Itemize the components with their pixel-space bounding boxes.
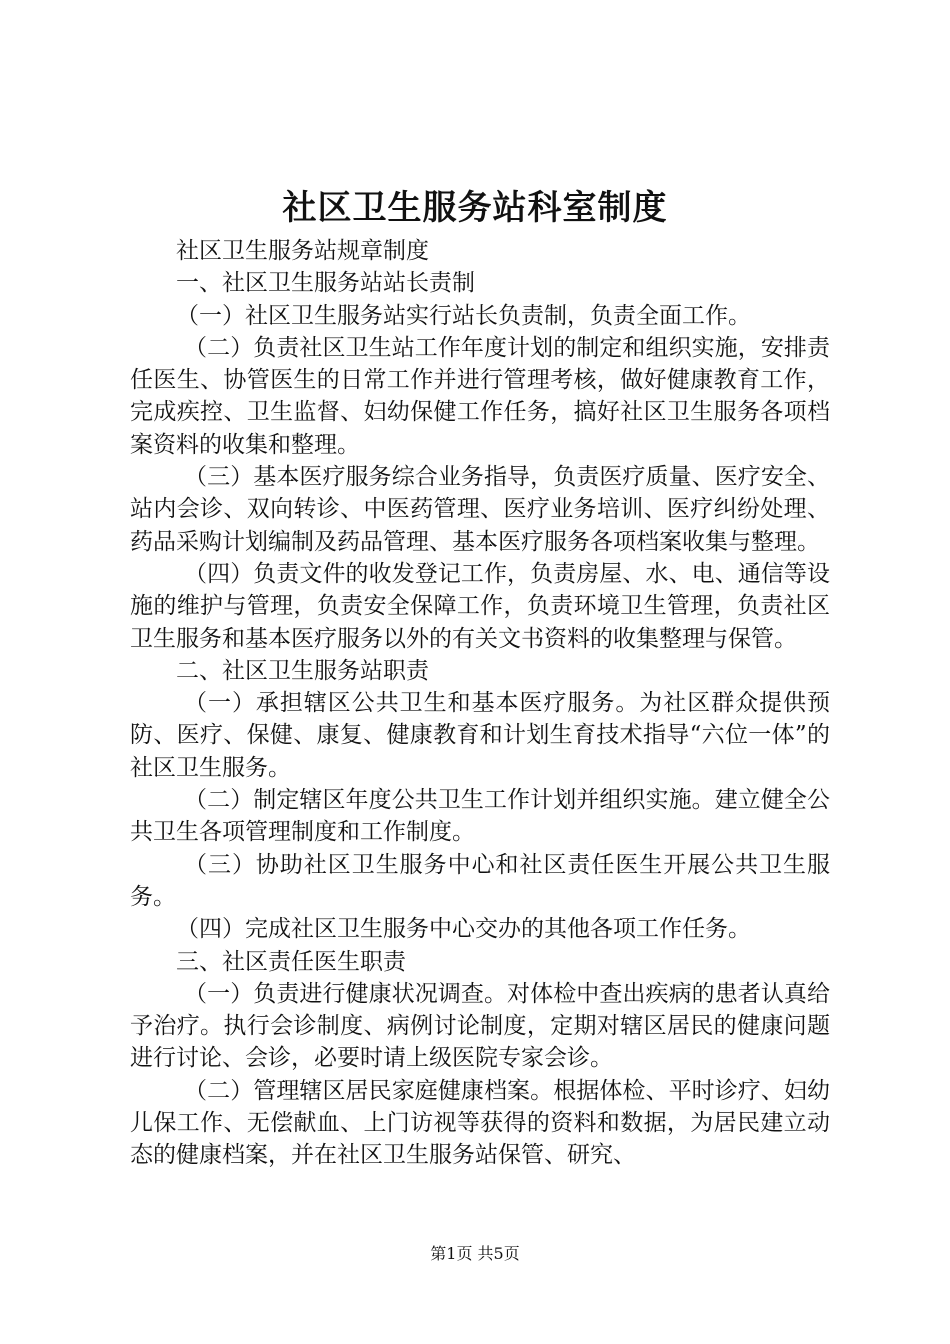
paragraph-1-3: （三）基本医疗服务综合业务指导，负责医疗质量、医疗安全、站内会诊、双向转诊、中医药管理、医疗业务培训、医疗纠纷处理、药品采购计划编制及药品管理、基本医疗服务各项档案收集与整理。 <box>130 464 830 555</box>
section-heading-1: 一、社区卫生服务站站长责制 <box>176 270 475 297</box>
paragraph-2-1: （一）承担辖区公共卫生和基本医疗服务。为社区群众提供预防、医疗、保健、康复、健康教育和计划生育技术指导“六位一体”的社区卫生服务。 <box>130 690 830 781</box>
page-number-footer: 第1页 共5页 <box>430 1244 520 1263</box>
document-body <box>130 235 830 1172</box>
document-title: 社区卫生服务站科室制度 <box>282 188 668 228</box>
paragraph-2-3: （三）协助社区卫生服务中心和社区责任医生开展公共卫生服务。 <box>130 851 830 910</box>
section-heading-3: 三、社区责任医生职责 <box>176 948 406 975</box>
section-heading-2: 二、社区卫生服务站职责 <box>176 657 429 684</box>
paragraph-1-1: （一）社区卫生服务站实行站长负责制，负责全面工作。 <box>176 302 751 329</box>
paragraph-regulations-heading: 社区卫生服务站规章制度 <box>176 238 429 264</box>
paragraph-3-1: （一）负责进行健康状况调查。对体检中查出疾病的患者认真给予治疗。执行会诊制度、病例讨论制度，定期对辖区居民的健康问题进行讨论、会诊，必要时请上级医院专家会诊。 <box>130 980 830 1072</box>
paragraph-1-2: （二）负责社区卫生站工作年度计划的制定和组织实施，安排责任医生、协管医生的日常工作并进行管理考核，做好健康教育工作，完成疾控、卫生监督、妇幼保健工作任务，搞好社区卫生服务各项档案资料的收集和整理。 <box>130 334 830 458</box>
paragraph-2-4: （四）完成社区卫生服务中心交办的其他各项工作任务。 <box>176 916 751 943</box>
paragraph-3-2: （二）管理辖区居民家庭健康档案。根据体检、平时诊疗、妇幼儿保工作、无偿献血、上门访视等获得的资料和数据，为居民建立动态的健康档案，并在社区卫生服务站保管、研究、 <box>130 1077 830 1169</box>
paragraph-2-2: （二）制定辖区年度公共卫生工作计划并组织实施。建立健全公共卫生各项管理制度和工作制度。 <box>130 787 830 846</box>
paragraph-1-4: （四）负责文件的收发登记工作，负责房屋、水、电、通信等设施的维护与管理，负责安全保障工作，负责环境卫生管理，负责社区卫生服务和基本医疗服务以外的有关文书资料的收集整理与保管。 <box>130 560 830 652</box>
